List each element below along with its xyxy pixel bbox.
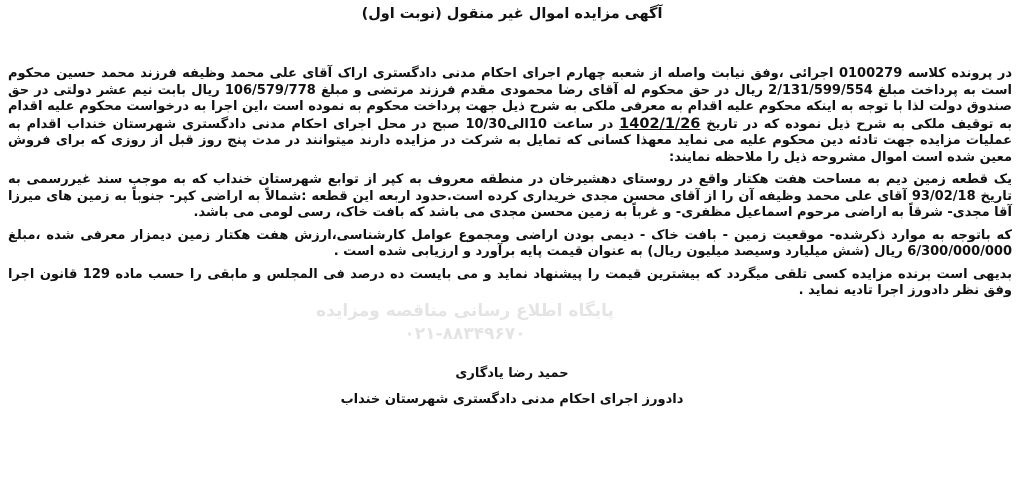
signature-name: حمید رضا یادگاری <box>455 366 569 381</box>
case-details-text-1: در پرونده کلاسه 0100279 اجرائی ،وفق نیابت واصله از شعبه چهارم اجرای احکام مدنی دادگستری اراک آقای علی محمد وظیفه فرزند محمد حسین محکوم است به پرداخت مبلغ 2/131/599/554 ریال در حق محکوم له آقای رضا محمودی مقدم فرزند مرتضی و مبلغ 106/579/778 ریال بابت نیم عشر دولتی در حق صندوق دولت لذا با توجه به اینکه محکوم علیه اقدام به معرفی ملکی به شرح ذیل جهت پرداخت محکوم به نموده است ،این اجرا به درخواست محکوم علیه اقدام به توقیف ملکی به شرح ذیل نموده که در تاریخ <box>8 66 1013 132</box>
auction-date: 1402/1/26 <box>619 115 701 132</box>
notice-title: آگهی مزایده اموال غیر منقول (نوبت اول) <box>361 6 663 22</box>
paragraph-case-details <box>8 66 1012 166</box>
notice-body <box>8 66 1012 306</box>
paragraph-terms: بدیهی است برنده مزایده کسی تلقی میگردد که بیشترین قیمت را پیشنهاد نماید و می بایست ده درصد فی المجلس و مابقی را حسب ماده 129 قانون اجرا وفق نظر دادورز اجرا تادیه نماید . <box>8 266 1012 298</box>
paragraph-valuation: که باتوجه به موارد ذکرشده- موقعیت زمین - بافت خاک - دیمی بودن اراضی ومجموع عوامل کارشناسی،ارزش هفت هکتار زمین دیمزار معرفی شده ،مبلغ 6/300/000/000 ریال (شش میلیارد وسیصد میلیون ریال) به عنوان قیمت پایه برآورد و ارزیابی شده است . <box>8 227 1012 259</box>
paragraph-property-description: یک قطعه زمین دیم به مساحت هفت هکتار واقع در روستای دهشیرخان در منطقه معروف به کپر از توابع شهرستان خنداب که به موجب سند غیررسمی به تاریخ 93/02/18 آقای علی محمد وظیفه آن را از آقای محسن مجدی خریداری کرده است.حدود اربعه این قطعه :شمالاً به اراضی کپر- جنوباً به زمین های میرزا آقا مجدی- شرقاً به اراضی مرحوم اسماعیل مظفری- و غرباً به زمین محسن مجدی می باشد که بافت خاک، رسی لومی می باشد. <box>8 172 1012 220</box>
case-details-text-2: در ساعت 10الی10/30 صبح در محل اجرای احکام مدنی دادگستری شهرستان خنداب اقدام به عملیات مزایده جهت تادئه دین محکوم علیه می نماید معهذا کسانی که تمایل به شرکت در مزایده دارند میتوانند در مدت پنج روز قبل از روزی که برای فروش معین شده است اموال مشروحه ذیل را ملاحظه نمایند: <box>8 116 1012 165</box>
watermark-line-1: پایگاه اطلاع رسانی مناقصه ومزایده <box>316 301 614 321</box>
signature-title: دادورز اجرای احکام مدنی دادگستری شهرستان خنداب <box>340 392 684 407</box>
watermark <box>300 300 630 346</box>
watermark-line-2: ۰۲۱-۸۸۳۴۹۶۷۰ <box>404 324 526 344</box>
